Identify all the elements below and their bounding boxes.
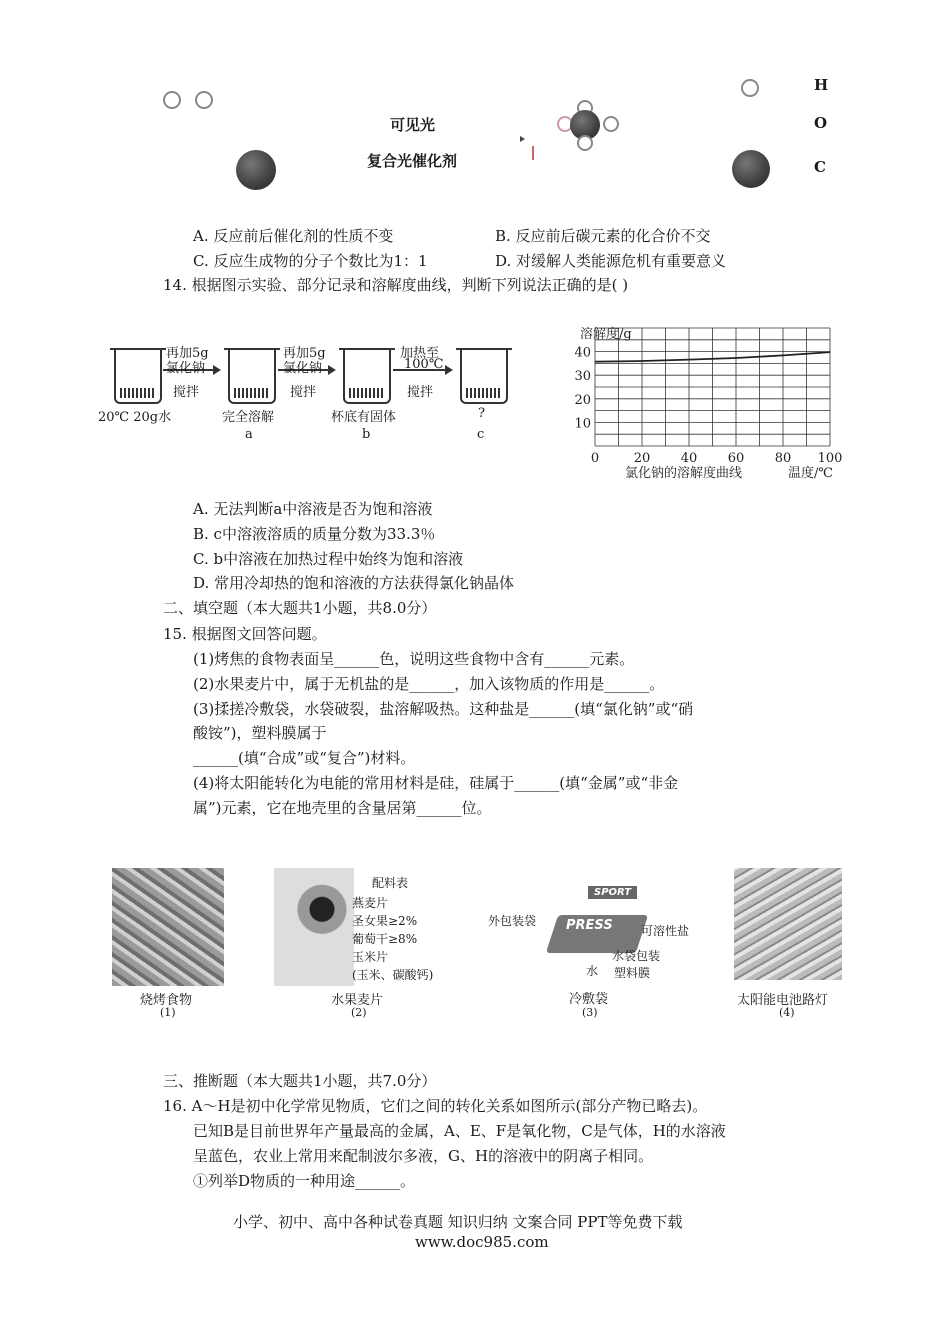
beaker-a-note: 完全溶解 [222, 410, 275, 425]
step2-label-bot: 搅拌 [290, 385, 317, 400]
step1-label-mid: 氯化钠 [166, 361, 206, 376]
photo2-caption: 水果麦片 [331, 993, 384, 1008]
reaction-arrow-tip [520, 136, 525, 142]
photo3-caption: 冷敷袋 [569, 992, 609, 1007]
start-label: 20℃ 20g水 [98, 410, 172, 425]
chart-title: 氯化钠的溶解度曲线 [625, 466, 743, 481]
q15-line-2: (2)水果麦片中，属于无机盐的是______，加入该物质的作用是______。 [193, 675, 665, 693]
cereal-bowl-image [274, 868, 354, 986]
reaction-label-light: 可见光 [390, 116, 436, 134]
section3-heading: 三、推断题（本大题共1小题，共7.0分） [163, 1072, 437, 1090]
x-tick-label: 40 [680, 451, 698, 466]
beaker-c-name: c [477, 427, 485, 442]
photo1-num: (1) [160, 1006, 176, 1019]
x-tick-label: 100 [817, 451, 843, 466]
y-tick-label: 30 [574, 369, 591, 385]
photo4-caption: 太阳能电池路灯 [737, 993, 829, 1008]
beaker-start [114, 350, 162, 404]
grilled-food-image [112, 868, 224, 986]
label-plastic-film: 塑料膜 [614, 966, 651, 980]
q13-option-a: A. 反应前后催化剂的性质不变 [193, 227, 394, 245]
chart-xlabel: 温度/℃ [788, 466, 833, 481]
photo3-num: (3) [582, 1006, 598, 1019]
q15-line-4: 酸铵”)，塑料膜属于 [193, 724, 327, 742]
footer-url: www.doc985.com [415, 1233, 549, 1251]
solubility-chart [560, 318, 860, 490]
beaker-a-name: a [245, 427, 253, 442]
methane-h-bottom [577, 135, 593, 151]
y-tick-label: 20 [574, 392, 591, 408]
beaker-b-name: b [362, 427, 371, 442]
chart-ylabel: 溶解度/g [580, 327, 632, 342]
q14-stem: 14. 根据图示实验、部分记录和溶解度曲线，判断下列说法正确的是( ) [163, 276, 629, 294]
label-outer-bag: 外包装袋 [488, 914, 537, 928]
ingredient-1: 燕麦片 [352, 896, 389, 910]
y-tick-label: 10 [574, 416, 591, 432]
q15-line-3: (3)揉搓冷敷袋，水袋破裂，盐溶解吸热。这种盐是______(填“氯化钠”或“硝 [193, 700, 694, 718]
q16-line-4: ①列举D物质的一种用途______。 [193, 1172, 416, 1190]
step3-label-mid: 100℃ [404, 357, 444, 372]
photo4-num: (4) [779, 1006, 795, 1019]
ingredient-5: (玉米、碳酸钙) [352, 968, 434, 982]
label-soluble-salt: 可溶性盐 [641, 924, 690, 938]
photo1-caption: 烧烤食物 [140, 993, 193, 1008]
q13-option-b: B. 反应前后碳元素的化合价不交 [495, 227, 711, 245]
ingredient-3: 葡萄干≥8% [352, 932, 418, 946]
legend-c-atom [732, 150, 770, 188]
q15-line-6: (4)将太阳能转化为电能的常用材料是硅，硅属于______(填“金属”或“非金 [193, 774, 679, 792]
q16-line-1: 16. A～H是初中化学常见物质，它们之间的转化关系如图所示(部分产物已略去)。 [163, 1097, 708, 1115]
x-tick-label: 0 [590, 451, 600, 466]
h2-molecule-left-atom2 [195, 91, 213, 109]
carbon-atom-left [236, 150, 276, 190]
q13-option-d: D. 对缓解人类能源危机有重要意义 [495, 252, 727, 270]
q16-line-2: 已知B是目前世界年产量最高的金属，A、E、F是氧化物，C是气体，H的水溶液 [193, 1122, 726, 1140]
q14-option-a: A. 无法判断a中溶液是否为饱和溶液 [193, 500, 433, 518]
solar-lamp-image [734, 868, 842, 980]
methane-h-right [603, 116, 619, 132]
beaker-c [460, 350, 508, 404]
ingredient-2: 圣女果≥2% [352, 914, 418, 928]
step2-label-top: 再加5g [283, 346, 326, 361]
step3-label-bot: 搅拌 [407, 385, 434, 400]
q14-option-d: D. 常用冷却热的饱和溶液的方法获得氯化钠晶体 [193, 574, 515, 592]
q14-option-b: B. c中溶液溶质的质量分数为33.3％ [193, 525, 436, 543]
step2-label-mid: 氯化钠 [283, 361, 323, 376]
footer-line-1: 小学、初中、高中各种试卷真题 知识归纳 文案合同 PPT等免费下载 [233, 1213, 683, 1231]
legend-h-atom [741, 79, 759, 97]
photo2-num: (2) [351, 1006, 367, 1019]
beaker-b [343, 350, 391, 404]
x-tick-label: 60 [727, 451, 745, 466]
q16-line-3: 呈蓝色，农业上常用来配制波尔多液，G、H的溶液中的阴离子相同。 [193, 1147, 654, 1165]
step1-label-top: 再加5g [166, 346, 209, 361]
label-water-bag: 水袋包装 [612, 949, 661, 963]
ingredient-list-title: 配料表 [372, 876, 409, 890]
y-tick-label: 40 [574, 345, 591, 361]
beaker-b-note: 杯底有固体 [331, 410, 397, 425]
press-badge: PRESS [566, 918, 613, 933]
q14-option-c: C. b中溶液在加热过程中始终为饱和溶液 [193, 550, 464, 568]
h2-molecule-left-atom1 [163, 91, 181, 109]
q15-line-1: (1)烤焦的食物表面呈______色，说明这些食物中含有______元素。 [193, 650, 635, 668]
reaction-label-catalyst: 复合光催化剂 [367, 152, 458, 170]
step1-label-bot: 搅拌 [173, 385, 200, 400]
section2-heading: 二、填空题（本大题共1小题，共8.0分） [163, 599, 437, 617]
beaker-a [228, 350, 276, 404]
q15-line-5: ______(填“合成”或“复合”)材料。 [193, 749, 416, 767]
legend-h-label: H [814, 76, 829, 94]
x-tick-label: 80 [774, 451, 792, 466]
beaker-c-note: ? [478, 406, 485, 421]
reaction-mark [532, 146, 534, 160]
q15-line-7: 属”)元素，它在地壳里的含量居第______位。 [193, 799, 492, 817]
step3-label-top: 加热至 [400, 346, 440, 361]
legend-o-label: O [814, 114, 828, 132]
ingredient-4: 玉米片 [352, 950, 389, 964]
sport-badge: SPORT [588, 886, 637, 899]
legend-c-label: C [814, 158, 826, 176]
label-water: 水 [586, 964, 599, 978]
q13-option-c: C. 反应生成物的分子个数比为1：1 [193, 252, 428, 270]
q15-stem: 15. 根据图文回答问题。 [163, 625, 327, 643]
x-tick-label: 20 [633, 451, 651, 466]
